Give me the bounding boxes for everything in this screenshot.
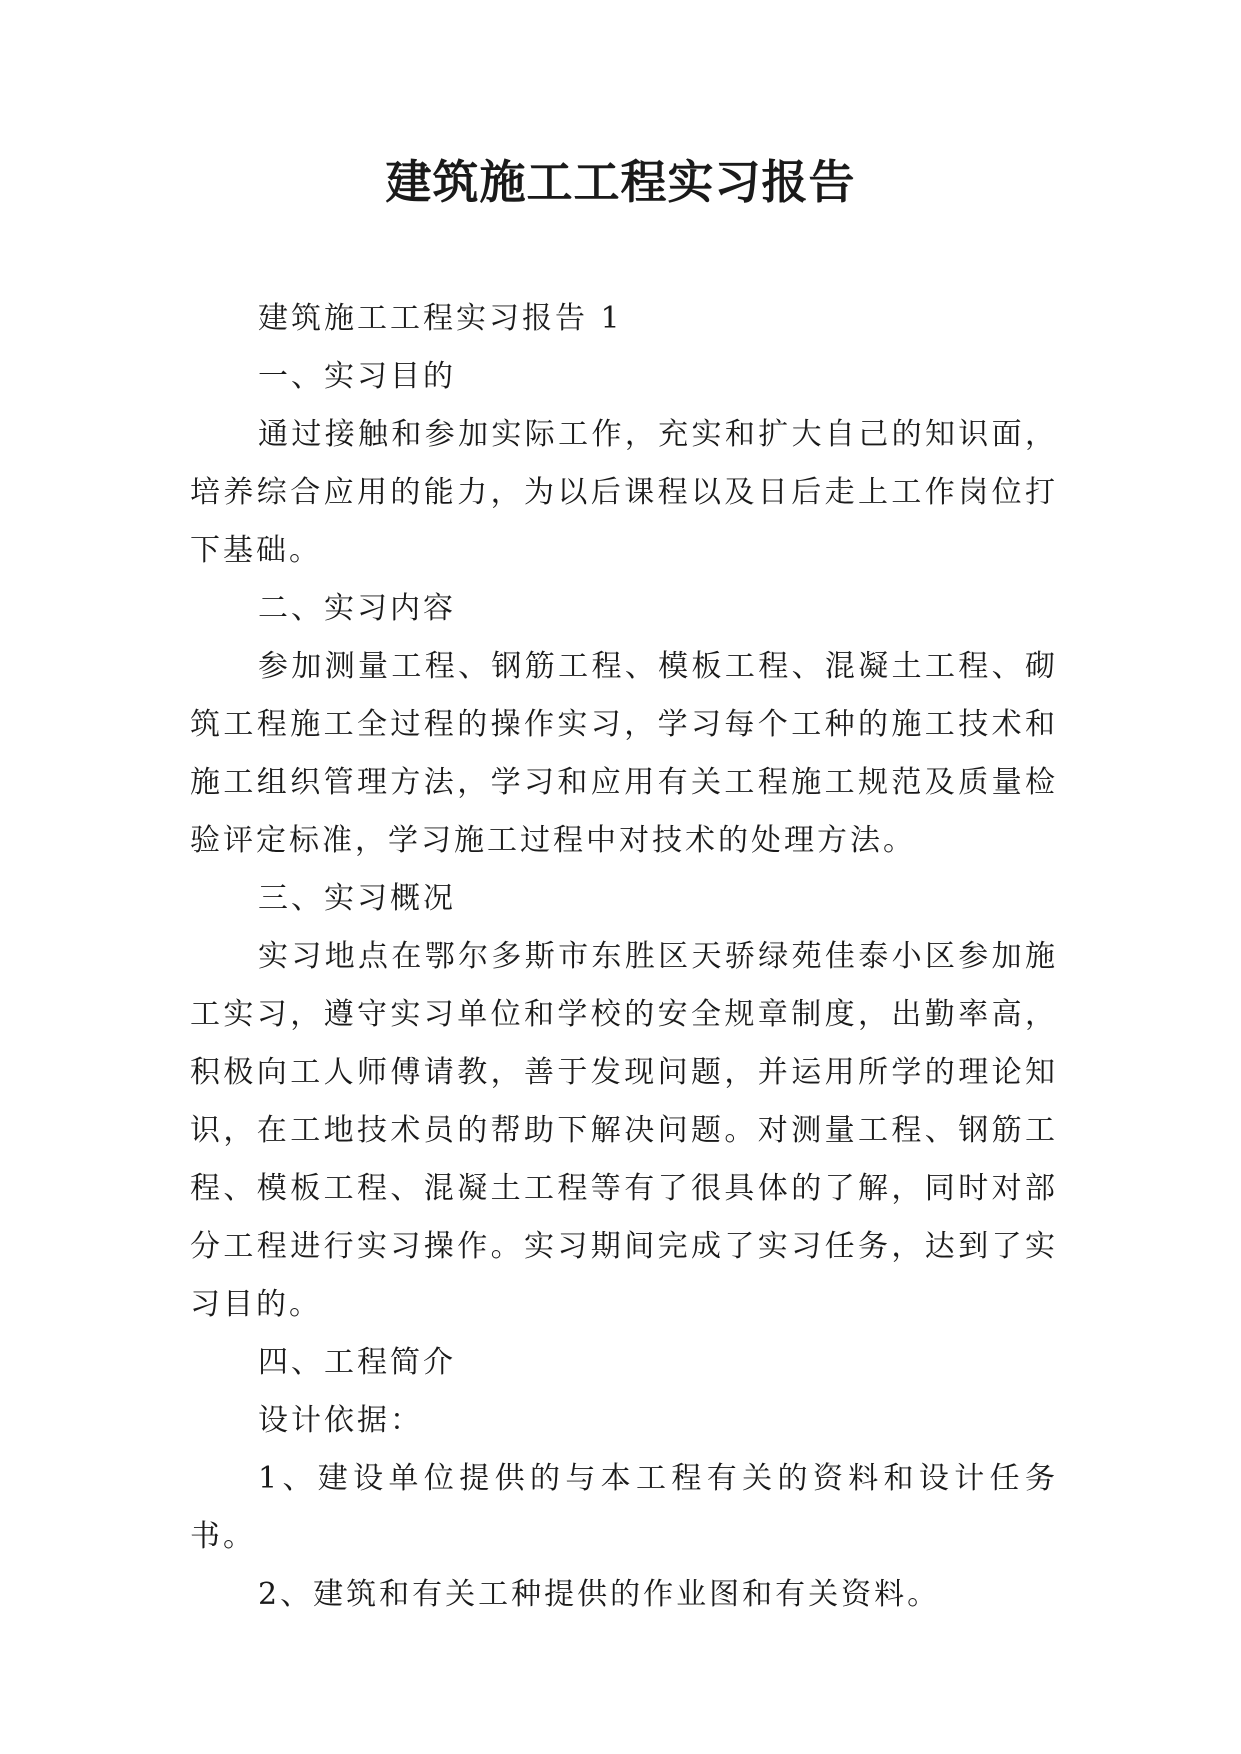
section-heading-purpose: 一、实习目的 (258, 359, 456, 394)
list-item-1: 1、建设单位提供的与本工程有关的资料和设计任务书。 (190, 1461, 1058, 1554)
section-heading-content: 二、实习内容 (258, 591, 456, 626)
paragraph-content: 参加测量工程、钢筋工程、模板工程、混凝土工程、砌筑工程施工全过程的操作实习，学习每个工种的施工技术和施工组织管理方法，学习和应用有关工程施工规范及质量检验评定标准，学习施工过程中对技术的处理方法。 (190, 649, 1058, 858)
document-title: 建筑施工工程实习报告 (385, 155, 856, 209)
report-subtitle: 建筑施工工程实习报告 1 (258, 301, 623, 336)
document-body (190, 290, 1058, 1624)
list-item-2: 2、建筑和有关工种提供的作业图和有关资料。 (258, 1577, 941, 1612)
paragraph-overview: 实习地点在鄂尔多斯市东胜区天骄绿苑佳泰小区参加施工实习，遵守实习单位和学校的安全规章制度，出勤率高，积极向工人师傅请教，善于发现问题，并运用所学的理论知识，在工地技术员的帮助下解决问题。对测量工程、钢筋工程、模板工程、混凝土工程等有了很具体的了解，同时对部分工程进行实习操作。实习期间完成了实习任务，达到了实习目的。 (190, 939, 1058, 1322)
section-heading-project: 四、工程简介 (258, 1345, 456, 1380)
section-heading-overview: 三、实习概况 (258, 881, 456, 916)
paragraph-purpose: 通过接触和参加实际工作，充实和扩大自己的知识面，培养综合应用的能力，为以后课程以及日后走上工作岗位打下基础。 (190, 417, 1058, 568)
paragraph-design-basis: 设计依据： (258, 1403, 423, 1438)
